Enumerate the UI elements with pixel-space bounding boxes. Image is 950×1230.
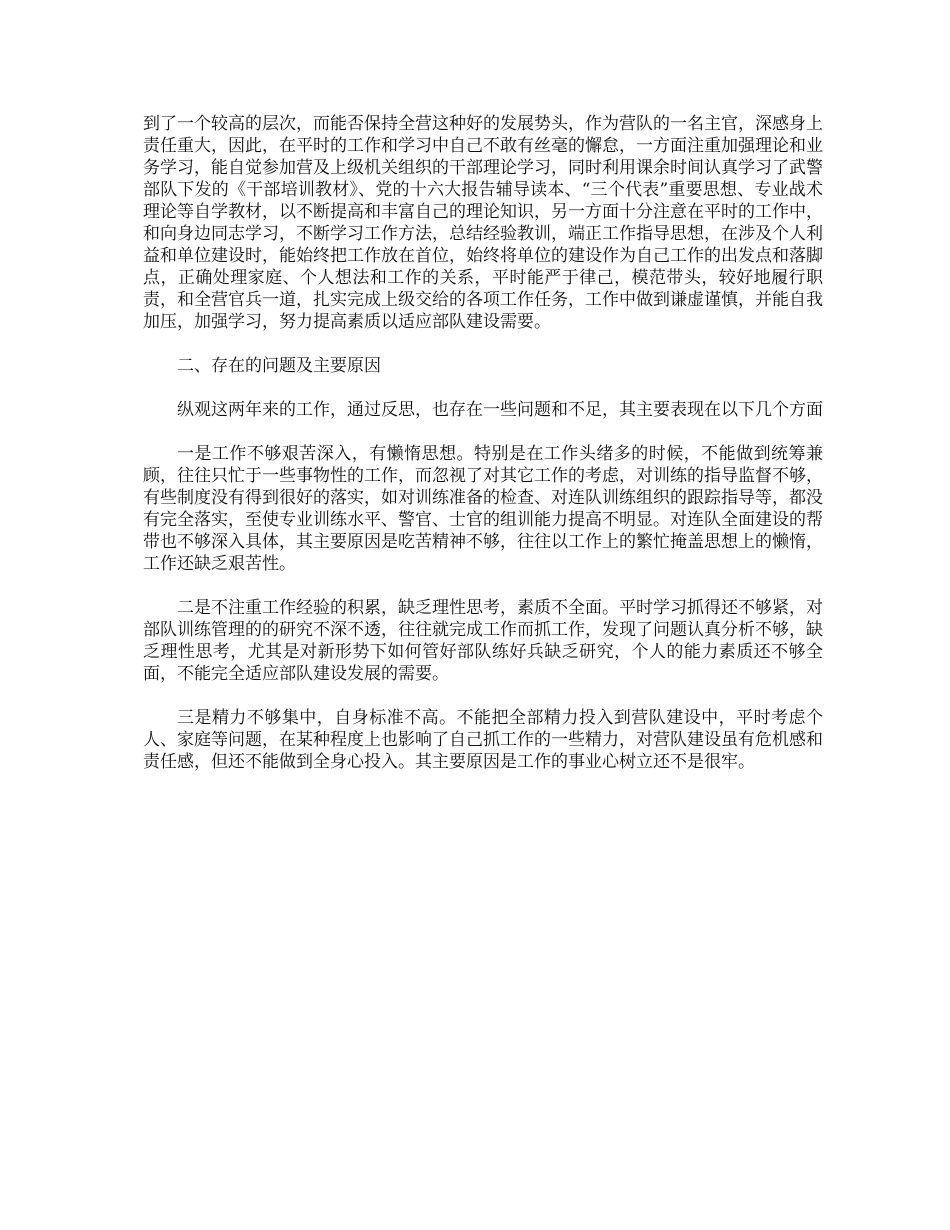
paragraph-point-three: 三是精力不够集中，自身标准不高。不能把全部精力投入到营队建设中，平时考虑个人、家庭等问题，在某种程度上也影响了自己抓工作的一些精力，对营队建设虽有危机感和责任感，但还不能做到全身心投入。其主要原因是工作的事业心树立还不是很牢。 xyxy=(143,708,823,772)
paragraph-point-two: 二是不注重工作经验的积累，缺乏理性思考，素质不全面。平时学习抓得还不够紧，对部队训练管理的的研究不深不透，往往就完成工作而抓工作，发现了问题认真分析不够，缺乏理性思考，尤其是对新形势下如何管好部队练好兵缺乏研究，个人的能力素质还不够全面，不能完全适应部队建设发展的需要。 xyxy=(143,598,823,684)
paragraph-point-one: 一是工作不够艰苦深入，有懒惰思想。特别是在工作头绪多的时候，不能做到统筹兼顾，往往只忙于一些事物性的工作，而忽视了对其它工作的考虑，对训练的指导监督不够，有些制度没有得到很好的落实，如对训练准备的检查、对连队训练组织的跟踪指导等，都没有完全落实，至使专业训练水平、警官、士官的组训能力提高不明显。对连队全面建设的帮带也不够深入具体，其主要原因是吃苦精神不够，往往以工作上的繁忙掩盖思想上的懒惰，工作还缺乏艰苦性。 xyxy=(143,444,823,574)
paragraph-overview: 纵观这两年来的工作，通过反思，也存在一些问题和不足，其主要表现在以下几个方面 xyxy=(177,400,823,420)
paragraph-continuation: 到了一个较高的层次，而能否保持全营这种好的发展势头，作为营队的一名主官，深感身上责任重大，因此，在平时的工作和学习中自己不敢有丝毫的懈怠，一方面注重加强理论和业务学习，能自觉参加营及上级机关组织的干部理论学习，同时利用课余时间认真学习了武警部队下发的《干部培训教材》、党的十六大报告辅导读本、“三个代表”重要思想、专业战术理论等自学教材，以不断提高和丰富自己的理论知识，另一方面十分注意在平时的工作中，和向身边同志学习，不断学习工作方法，总结经验教训，端正工作指导思想，在涉及个人利益和单位建设时，能始终把工作放在首位，始终将单位的建设作为自己工作的出发点和落脚点，正确处理家庭、个人想法和工作的关系，平时能严于律己，模范带头，较好地履行职责，和全营官兵一道，扎实完成上级交给的各项工作任务，工作中做到谦虚谨慎，并能自我加压，加强学习，努力提高素质以适应部队建设需要。 xyxy=(143,114,823,332)
document-body xyxy=(143,113,823,795)
section-heading-problems: 二、存在的问题及主要原因 xyxy=(177,356,381,376)
